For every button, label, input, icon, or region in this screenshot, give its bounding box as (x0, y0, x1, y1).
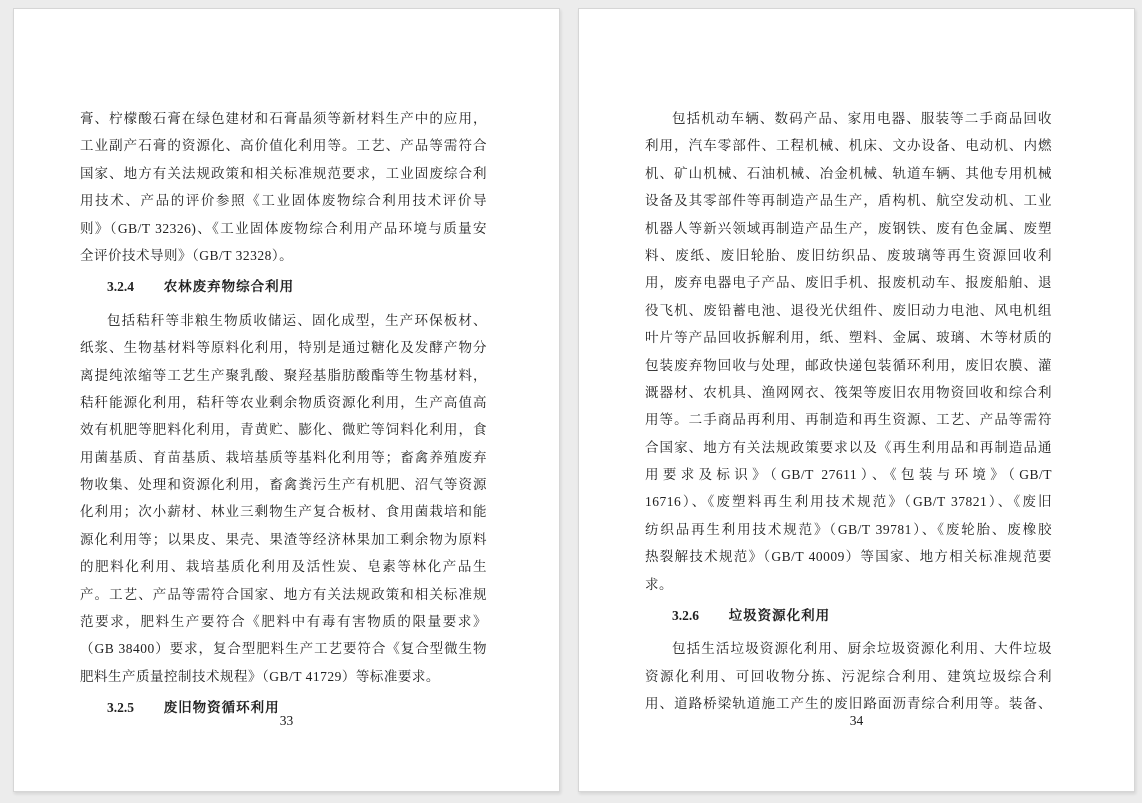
text-line: （GB 38400）要求，复合型肥料生产工艺要符合《复合型微生物 (80, 641, 487, 657)
text-line: 包括秸秆等非粮生物质收储运、固化成型，生产环保板材、 (107, 312, 487, 328)
text-line: 用等。二手商品再利用、再制造和再生资源、工艺、产品等需符 (645, 412, 1052, 428)
text-line: 纸浆、生物基材料等原料化利用，特别是通过糖化及发酵产物分 (80, 340, 487, 356)
document-page-34[interactable] (578, 8, 1135, 792)
section-number: 3.2.6 (672, 608, 699, 624)
text-line: 役飞机、废铅蓄电池、退役光伏组件、废旧动力电池、风电机组 (645, 302, 1052, 318)
text-line: 溉器材、农机具、渔网网衣、筏架等废旧农用物资回收和综合利 (645, 384, 1052, 400)
text-line: 秸秆能源化利用，秸秆等农业剩余物质资源化利用，生产高值高 (80, 394, 487, 410)
section-title: 垃圾资源化利用 (728, 608, 831, 624)
text-line: 效有机肥等肥料化利用，青黄贮、膨化、微贮等饲料化利用，食 (80, 422, 487, 438)
text-line: 产。工艺、产品等需符合国家、地方有关法规政策和相关标准规 (80, 586, 487, 602)
page-number: 33 (279, 713, 294, 728)
text-line: 工业副产石膏的资源化、高价值化利用等。工艺、产品等需符合 (80, 138, 487, 154)
text-line: 16716）、《废塑料再生利用技术规范》（GB/T 37821）、《废旧 (645, 494, 1052, 510)
text-line: 国家、地方有关法规政策和相关标准规范要求，工业固废综合利 (80, 165, 487, 181)
text-line: 的肥料化利用、栽培基质化利用及活性炭、皂素等林化产品生 (80, 559, 487, 575)
text-line: 叶片等产品回收拆解利用，纸、塑料、金属、玻璃、木等材质的 (645, 330, 1052, 346)
text-line: 利用，汽车零部件、工程机械、机床、文办设备、电动机、内燃 (645, 138, 1052, 154)
document-page-33[interactable] (13, 8, 560, 792)
text-line: 膏、柠檬酸石膏在绿色建材和石膏晶须等新材料生产中的应用， (80, 111, 487, 126)
text-line: 纺织品再生利用技术规范》（GB/T 39781）、《废轮胎、废橡胶 (645, 521, 1052, 537)
section-heading (80, 273, 487, 300)
text-line: 热裂解技术规范》（GB/T 40009）等国家、地方相关标准规范要 (645, 549, 1052, 565)
text-line: 料、废纸、废旧轮胎、废旧纺织品、废玻璃等再生资源回收利 (645, 247, 1052, 263)
text-line: 用，废弃电器电子产品、废旧手机、报废机动车、报废船舶、退 (645, 275, 1052, 291)
section-heading (645, 602, 1052, 629)
text-line: 包括生活垃圾资源化利用、厨余垃圾资源化利用、大件垃圾 (672, 641, 1052, 657)
text-line: 源化利用等；以果皮、果壳、果渣等经济林果加工剩余物为原料 (80, 531, 487, 547)
text-line: 则》（GB/T 32326)、《工业固体废物综合利用产品环境与质量安 (80, 220, 487, 236)
text-line: 包括机动车辆、数码产品、家用电器、服装等二手商品回收 (672, 111, 1052, 126)
text-line: 用菌基质、育苗基质、栽培基质等基料化利用等；畜禽养殖废弃 (80, 449, 487, 465)
text-line: 求。 (645, 576, 673, 592)
section-number: 3.2.4 (107, 279, 134, 295)
text-line: 离提纯浓缩等工艺生产聚乳酸、聚羟基脂肪酸酯等生物基材料， (80, 367, 487, 383)
text-line: 用要求及标识》（GB/T 27611）、《包装与环境》（GB/T (645, 467, 1052, 483)
text-line: 范要求，肥料生产要符合《肥料中有毒有害物质的限量要求》 (80, 614, 487, 630)
text-line: 肥料生产质量控制技术规程》（GB/T 41729）等标准要求。 (80, 668, 440, 684)
text-line: 包装废弃物回收与处理，邮政快递包装循环利用，废旧农膜、灌 (645, 357, 1052, 373)
page-number: 34 (849, 713, 864, 728)
page-33-text (80, 105, 487, 728)
section-title: 农林废弃物综合利用 (163, 279, 295, 295)
text-line: 全评价技术导则》（GB/T 32328）。 (80, 247, 294, 263)
text-line: 物收集、处理和资源化利用，畜禽粪污生产有机肥、沼气等资源 (80, 477, 487, 493)
text-line: 设备及其零部件等再制造产品生产，盾构机、航空发动机、工业 (645, 193, 1052, 209)
text-line: 用技术、产品的评价参照《工业固体废物综合利用技术评价导 (80, 193, 487, 209)
text-line: 合国家、地方有关法规政策要求以及《再生利用品和再制造品通 (645, 439, 1052, 455)
section-number: 3.2.5 (107, 700, 134, 716)
text-line: 机、矿山机械、石油机械、冶金机械、轨道车辆、其他专用机械 (645, 165, 1052, 181)
text-line: 机器人等新兴领域再制造产品生产，废钢铁、废有色金属、废塑 (645, 220, 1052, 236)
text-line: 资源化利用、可回收物分拣、污泥综合利用、建筑垃圾综合利 (645, 668, 1052, 684)
section-title: 废旧物资循环利用 (163, 700, 280, 716)
text-line: 用、道路桥梁轨道施工产生的废旧路面沥青综合利用等。装备、 (645, 696, 1052, 712)
page-34-text (645, 105, 1052, 718)
text-line: 化利用；次小薪材、林业三剩物生产复合板材、食用菌栽培和能 (80, 504, 487, 520)
